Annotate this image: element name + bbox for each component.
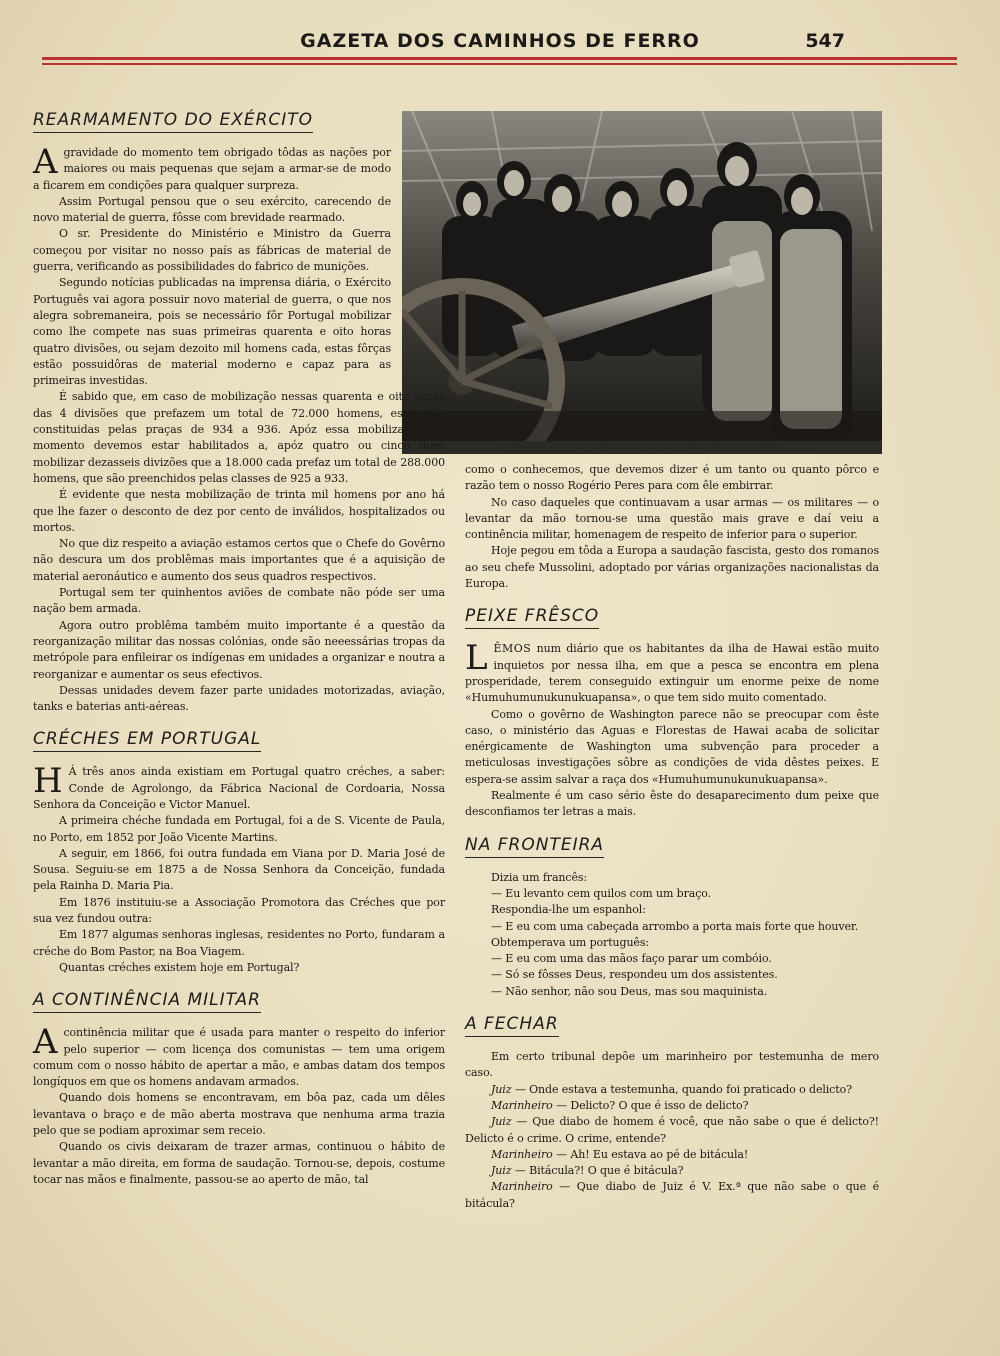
dialog-line bbox=[465, 1163, 879, 1179]
article-paragraph: Realmente é um caso sério êste do desaparecimento dum peixe que desconfiamos ter letras a mais. bbox=[465, 789, 879, 819]
article-paragraph: Em certo tribunal depõe um marinheiro por testemunha de mero caso. bbox=[465, 1050, 879, 1080]
dialog-line: — Não senhor, não sou Deus, mas sou maquinista. bbox=[491, 984, 768, 998]
article-title-rearmamento: REARMAMENTO DO EXÉRCITO bbox=[33, 110, 313, 133]
article-paragraph: Agora outro problêma também muito importante é a questão da reorganização militar das nossas colónias, onde são neeessárias tropas da metrópole para enfileirar os indígenas em unidades a organizar e noutra a reorganizar e aumentar os seus efectivos. bbox=[33, 618, 445, 681]
article-paragraph: Em 1876 instituiu-se a Associação Promotora das Créches que por sua vez fundou outra: bbox=[33, 895, 445, 926]
right-column bbox=[465, 462, 879, 1212]
article-paragraph bbox=[465, 638, 879, 706]
speech-text: — Onde estava a testemunha, quando foi praticado o delicto? bbox=[511, 1082, 852, 1096]
article-title-fechar: A FECHAR bbox=[465, 1014, 559, 1037]
article-paragraph: como o conhecemos, que devemos dizer é um tanto ou quanto pôrco e razão tem o nosso Rogério Peres para com êle embirrar. bbox=[465, 463, 879, 493]
speaker-name: Marinheiro bbox=[491, 1147, 553, 1161]
speaker-name: Juiz bbox=[491, 1082, 512, 1096]
left-column bbox=[33, 100, 445, 1188]
article-paragraph: Segundo notícias publicadas na imprensa diária, o Exército Português vai agora possuir novo material de guerra, o que nos alegra sobremaneira, pois se necessário fôr Portugal mobilizar como lhe compete nas suas primeiras quarenta e oito horas quatro divisões, ou sejam dezoito mil homens cada, estas fôrças estão possuidôras de material moderno e capaz para as primeiras investidas. bbox=[33, 276, 391, 388]
article-paragraph: É evidente que nesta mobilização de trinta mil homens por ano há que lhe fazer o desconto de dez por cento de inválidos, hospitalizados ou mortos. bbox=[33, 488, 445, 534]
article-paragraph: A primeira chéche fundada em Portugal, foi a de S. Vicente de Paula, no Porto, em 1852 por João Vicente Martins. bbox=[33, 814, 445, 844]
dialog-line: Dizia um francês: bbox=[491, 870, 588, 884]
article-paragraph: É sabido que, em caso de mobilização nessas quarenta e oito horas das 4 divisões que prefazem um total de 72.000 homens, estas são constituidas pelas praças de 934 a 936. Apóz essa mobilização de momento devemos estar habilitados a, apóz quatro ou cinco dias, mobilizar dezasseis divizões que a 18.000 cada prefaz um total de 288.000 homens, que são preenchidos pelas classes de 925 a 933. bbox=[33, 390, 445, 485]
speech-text: — Ah! Eu estava ao pé de bitácula! bbox=[552, 1147, 749, 1161]
paragraph-text: continência militar que é usada para manter o respeito do inferior pelo superior — com licença dos comunistas — tem uma origem comum com o nosso hábito de apertar a mão, e ambas datam dos tempos longíquos em que os homens andavam armados. bbox=[33, 1026, 445, 1089]
paragraph-text: Á três anos ainda existiam em Portugal quatro créches, a saber: Conde de Agrolongo, da Fábrica Nacional de Cordoaria, Nossa Senhora da Conceição e Victor Manuel. bbox=[33, 765, 445, 811]
speaker-name: Juiz bbox=[491, 1115, 512, 1129]
dialog-line bbox=[465, 1147, 879, 1163]
article-paragraph: Quantas créches existem hoje em Portugal? bbox=[59, 960, 300, 974]
article-paragraph: No caso daqueles que continuavam a usar armas — os militares — o levantar da mão tornou-se uma questão mais grave e daí veiu a continência militar, homenagem de respeito de inferior para o superior. bbox=[465, 495, 879, 542]
article-paragraph: Em 1877 algumas senhoras inglesas, residentes no Porto, fundaram a créche do Bom Pastor, na Boa Viagem. bbox=[33, 928, 445, 958]
dialog-line bbox=[465, 1098, 879, 1114]
article-title-fronteira: NA FRONTEIRA bbox=[465, 835, 604, 858]
article-paragraph: Hoje pegou em tôda a Europa a saudação fascista, gesto dos romanos ao seu chefe Mussolini, adoptado por várias organizações nacionalistas da Europa. bbox=[465, 544, 879, 591]
speaker-name: Marinheiro bbox=[491, 1180, 553, 1194]
article-paragraph bbox=[33, 1022, 445, 1090]
speaker-name: Juiz bbox=[491, 1164, 512, 1178]
masthead-title: GAZETA DOS CAMINHOS DE FERRO bbox=[300, 30, 700, 52]
speaker-name: Marinheiro bbox=[491, 1098, 553, 1112]
photo-caption: O Ministro da Guerra observa uma peça de artilharia moderna bbox=[501, 444, 783, 454]
article-paragraph bbox=[33, 761, 445, 813]
speech-text: — Delicto? O que é isso de delicto? bbox=[552, 1098, 749, 1112]
dialog-line: — E eu com uma cabeçada arrombo a porta mais forte que houver. bbox=[491, 919, 859, 933]
speech-text: — Que diabo de homem é você, que não sabe o que é delicto?! Delicto é o crime. O crime, entende? bbox=[465, 1115, 879, 1145]
article-paragraph: Quando os civis deixaram de trazer armas, continuou o hábito de levantar a mão direita, em forma de saudação. Tornou-se, depois, costume tocar nas mãos e finalmente, passou-se ao aperto de mão, tal bbox=[33, 1140, 445, 1186]
article-paragraph: Como o govêrno de Washington parece não se preocupar com êste caso, o ministério das Aguas e Florestas de Hawai acaba de solicitar enérgicamente de Washington uma subvenção para proceder a meticulosas investigações sôbre as condições de vida dêstes peixes. E espera-se assim salvar a raça dos «Humuhumunukunukuapansa». bbox=[465, 707, 879, 786]
paragraph-text: num diário que os habitantes da ilha de Hawai estão muito inquietos por nessa ilha, em que a pesca se encontra em plena prosperidade, terem conseguido extinguir um enorme peixe de nome «Humuhumunukunukuapansa», o que tem sido muito comentado. bbox=[465, 642, 879, 705]
dialog-line: — Só se fôsses Deus, respondeu um dos assistentes. bbox=[491, 968, 778, 982]
article-paragraph bbox=[33, 142, 391, 194]
article-title-creches: CRÉCHES EM PORTUGAL bbox=[33, 729, 261, 752]
drop-cap: A bbox=[33, 142, 58, 182]
article-paragraph: Assim Portugal pensou que o seu exército, carecendo de novo material de guerra, fôsse com brevidade rearmado. bbox=[33, 194, 391, 225]
article-title-continencia: A CONTINÊNCIA MILITAR bbox=[33, 990, 261, 1013]
drop-cap: H bbox=[33, 761, 63, 802]
dialog-line bbox=[465, 1179, 879, 1212]
article-paragraph: Quando dois homens se encontravam, em bôa paz, cada um dêles levantava o braço e de mão aberta mostrava que nenhuma arma trazia pelo que se podiam aproximar sem receio. bbox=[33, 1091, 445, 1138]
speech-text: — Bitácula?! O que é bitácula? bbox=[511, 1164, 684, 1178]
artillery-photo bbox=[402, 111, 882, 454]
dialog-line: — Eu levanto cem quilos com um braço. bbox=[491, 886, 712, 900]
article-paragraph: Portugal sem ter quinhentos aviões de combate não póde ser uma nação bem armada. bbox=[33, 586, 445, 616]
article-paragraph: No que diz respeito a aviação estamos certos que o Chefe do Govêrno não descura um dos problêmas mais importantes que é a aquisição de material aeronáutico e aumento dos seus quadros respectivos. bbox=[33, 537, 445, 583]
drop-cap: A bbox=[33, 1022, 58, 1063]
dialog-line: Respondia-lhe um espanhol: bbox=[491, 903, 646, 917]
article-body-rearmamento bbox=[33, 142, 391, 389]
article-title-peixe: PEIXE FRÊSCO bbox=[465, 606, 599, 629]
article-paragraph: O sr. Presidente do Ministério e Ministro da Guerra começou por visitar no nosso país as fábricas de material de guerra, verificando as possibilidades do fabrico de munições. bbox=[33, 227, 391, 274]
drop-cap: L bbox=[465, 638, 488, 679]
dialog-line bbox=[465, 1114, 879, 1147]
page-number: 547 bbox=[805, 30, 845, 52]
header-rule bbox=[42, 57, 957, 60]
article-paragraph: A seguir, em 1866, foi outra fundada em Viana por D. Maria José de Sousa. Seguiu-se em 1875 a de Nossa Senhora da Conceição, fundada pela Rainha D. Maria Pia. bbox=[33, 846, 445, 893]
dialog-line: — E eu com uma das mãos faço parar um combóio. bbox=[491, 952, 772, 966]
speech-text: — Que diabo de Juiz é V. Ex.ª que não sabe o que é bitácula? bbox=[465, 1180, 879, 1210]
header-rule-thin bbox=[42, 63, 957, 65]
paragraph-text: gravidade do momento tem obrigado tôdas as nações por maiores ou mais pequenas que sejam a armar-se de modo a ficarem em condições para qualquer surpreza. bbox=[33, 146, 391, 192]
lead-word: ÊMOS bbox=[493, 642, 532, 656]
article-paragraph: Dessas unidades devem fazer parte unidades motorizadas, aviação, tanks e baterias anti-aéreas. bbox=[33, 683, 445, 714]
dialog-line: Obtemperava um português: bbox=[491, 935, 649, 949]
dialog-line bbox=[465, 1082, 879, 1098]
